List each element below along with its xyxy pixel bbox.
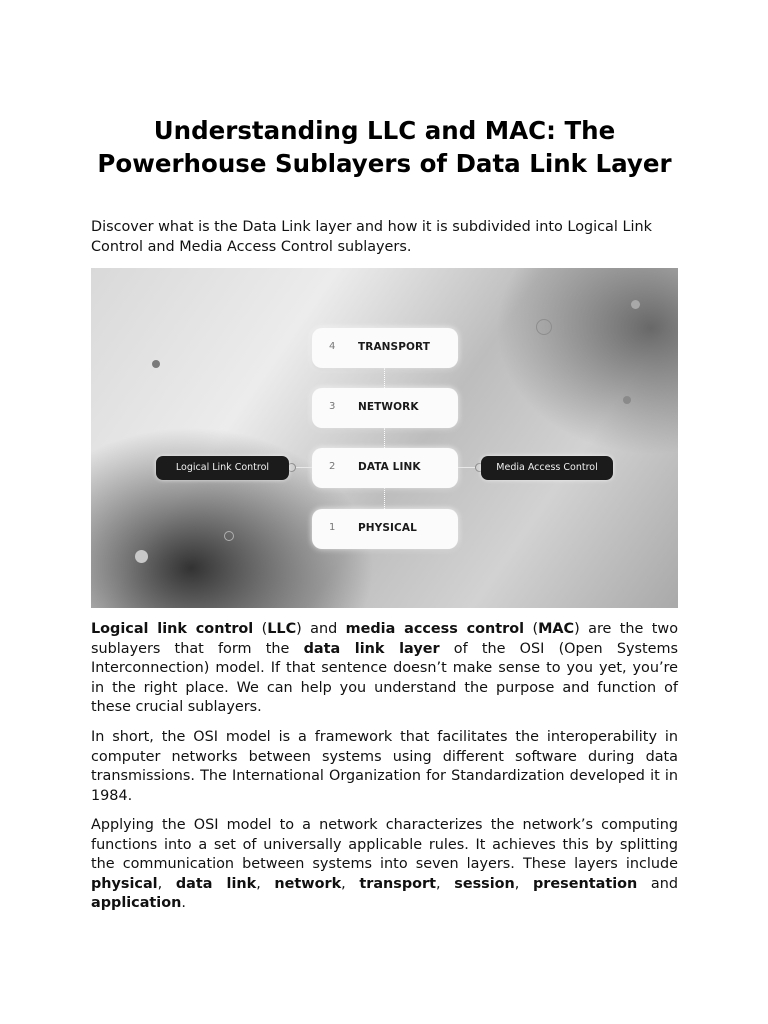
decorative-dot xyxy=(623,396,631,404)
bold-term: MAC xyxy=(538,621,575,637)
osi-diagram-image xyxy=(91,268,678,608)
bold-term: network xyxy=(274,875,342,892)
decorative-dot xyxy=(152,360,160,368)
paragraph-osi-layers xyxy=(91,816,678,914)
text-run: of the OSI (Open Systems Interconnection) model. If that sentence doesn’t make sense to you yet, you’re in the right place. We can help you understand the purpose and function of these crucial sublayers. xyxy=(91,640,678,716)
bold-term: session xyxy=(454,875,515,892)
connector-line xyxy=(384,428,385,448)
text-run: . xyxy=(181,895,186,912)
bold-term: application xyxy=(91,895,182,912)
layer-number: 2 xyxy=(329,461,336,472)
decorative-dot xyxy=(224,531,234,541)
layer-label: NETWORK xyxy=(358,401,419,413)
decorative-dot xyxy=(536,319,552,335)
bold-term: data link xyxy=(175,875,257,892)
text-run: ) and xyxy=(296,621,346,637)
bold-term: LLC xyxy=(267,621,297,637)
layer-transport xyxy=(312,328,458,368)
text-run: , xyxy=(256,875,275,892)
layer-label: TRANSPORT xyxy=(358,341,431,353)
layer-number: 1 xyxy=(329,522,336,533)
layer-physical xyxy=(312,509,458,549)
text-run: Applying the OSI model to a network characterizes the network’s computing functions into a set of universally applicable rules. It achieves this by splitting the communication between systems into seven layers. These layers include xyxy=(91,817,678,873)
layer-number: 4 xyxy=(329,341,336,352)
text-run: , xyxy=(436,875,455,892)
paragraph-osi-framework: In short, the OSI model is a framework that facilitates the interoperability in computer networks between systems using different software during data transmissions. The International Organization for Standardization developed it in 1984. xyxy=(91,729,678,804)
text-run: , xyxy=(514,875,533,892)
layer-network xyxy=(312,388,458,428)
bold-term: Logical link control xyxy=(91,621,254,637)
bold-term: physical xyxy=(91,875,158,892)
text-run: , xyxy=(157,875,176,892)
text-run: ( xyxy=(524,621,539,637)
bold-term: transport xyxy=(359,875,437,892)
text-run: ) are the two sublayers that form the xyxy=(91,621,678,657)
layer-data-link xyxy=(312,448,458,488)
decorative-dot xyxy=(135,550,148,563)
bold-term: media access control xyxy=(345,621,525,637)
page-title: Understanding LLC and MAC: The Powerhouse Sublayers of Data Link Layer xyxy=(97,116,672,178)
connector-line xyxy=(384,368,385,388)
llc-pill: Logical Link Control xyxy=(156,456,289,480)
layer-label: PHYSICAL xyxy=(358,522,417,534)
paragraph-llc-mac xyxy=(91,620,678,718)
decorative-dot xyxy=(631,300,640,309)
text-run: and xyxy=(637,875,678,892)
bold-term: presentation xyxy=(533,875,638,892)
intro-text: Discover what is the Data Link layer and how it is subdivided into Logical Link Control and Media Access Control sublayers. xyxy=(91,219,652,255)
bold-term: data link layer xyxy=(303,640,440,657)
layer-number: 3 xyxy=(329,401,336,412)
mac-pill: Media Access Control xyxy=(481,456,613,480)
layer-label: DATA LINK xyxy=(358,461,421,473)
text-run: , xyxy=(341,875,360,892)
text-run: ( xyxy=(253,621,268,637)
connector-line xyxy=(384,488,385,509)
